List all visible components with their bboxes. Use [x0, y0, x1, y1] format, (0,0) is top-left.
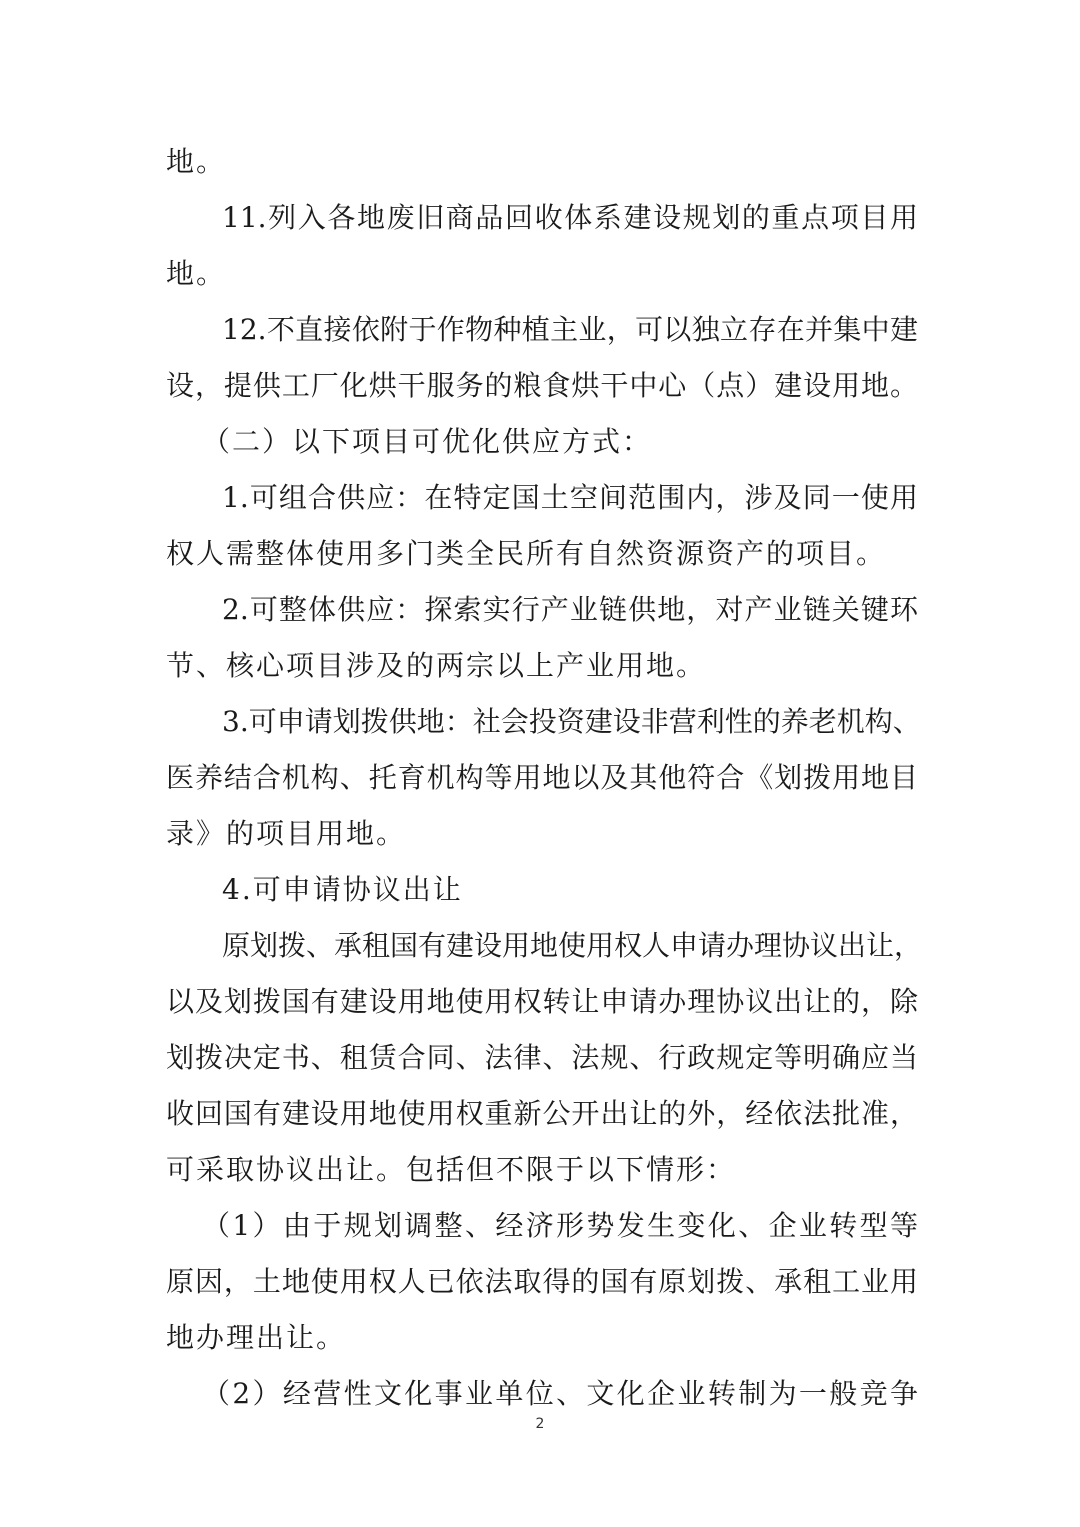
- text-line: （2）经营性文化事业单位、文化企业转制为一般竞争: [202, 1377, 918, 1410]
- text-line: 原因，土地使用权人已依法取得的国有原划拨、承租工业用: [166, 1265, 918, 1298]
- text-line: 11.列入各地废旧商品回收体系建设规划的重点项目用: [222, 201, 918, 234]
- text-line: 原划拨、承租国有建设用地使用权人申请办理协议出让，: [222, 929, 923, 962]
- text-line: 录》的项目用地。: [166, 817, 407, 850]
- text-line: 3.可申请划拨供地：社会投资建设非营利性的养老机构、: [222, 705, 921, 738]
- text-line: 医养结合机构、托育机构等用地以及其他符合《划拨用地目: [166, 761, 918, 794]
- text-line: 划拨决定书、租赁合同、法律、法规、行政规定等明确应当: [166, 1041, 918, 1074]
- text-line: 可采取协议出让。包括但不限于以下情形：: [166, 1153, 737, 1186]
- text-line: 收回国有建设用地使用权重新公开出让的外，经依法批准，: [166, 1097, 918, 1130]
- text-line: 设，提供工厂化烘干服务的粮食烘干中心（点）建设用地。: [166, 369, 918, 402]
- text-line: 4.可申请协议出让: [222, 873, 463, 906]
- text-line: 地。: [166, 145, 227, 178]
- text-line: （1）由于规划调整、经济形势发生变化、企业转型等: [202, 1209, 918, 1242]
- page-number: 2: [535, 1416, 545, 1432]
- section-heading: （二）以下项目可优化供应方式：: [202, 425, 653, 458]
- text-line: 地。: [166, 257, 227, 290]
- text-line: 权人需整体使用多门类全民所有自然资源资产的项目。: [166, 537, 887, 570]
- text-line: 1.可组合供应：在特定国土空间范围内，涉及同一使用: [222, 481, 918, 514]
- text-line: 节、核心项目涉及的两宗以上产业用地。: [166, 649, 707, 682]
- text-line: 2.可整体供应：探索实行产业链供地，对产业链关键环: [222, 593, 918, 626]
- text-line: 地办理出让。: [166, 1321, 347, 1354]
- text-line: 12.不直接依附于作物种植主业，可以独立存在并集中建: [222, 313, 918, 346]
- text-line: 以及划拨国有建设用地使用权转让申请办理协议出让的，除: [166, 985, 918, 1018]
- document-body: [166, 134, 923, 1422]
